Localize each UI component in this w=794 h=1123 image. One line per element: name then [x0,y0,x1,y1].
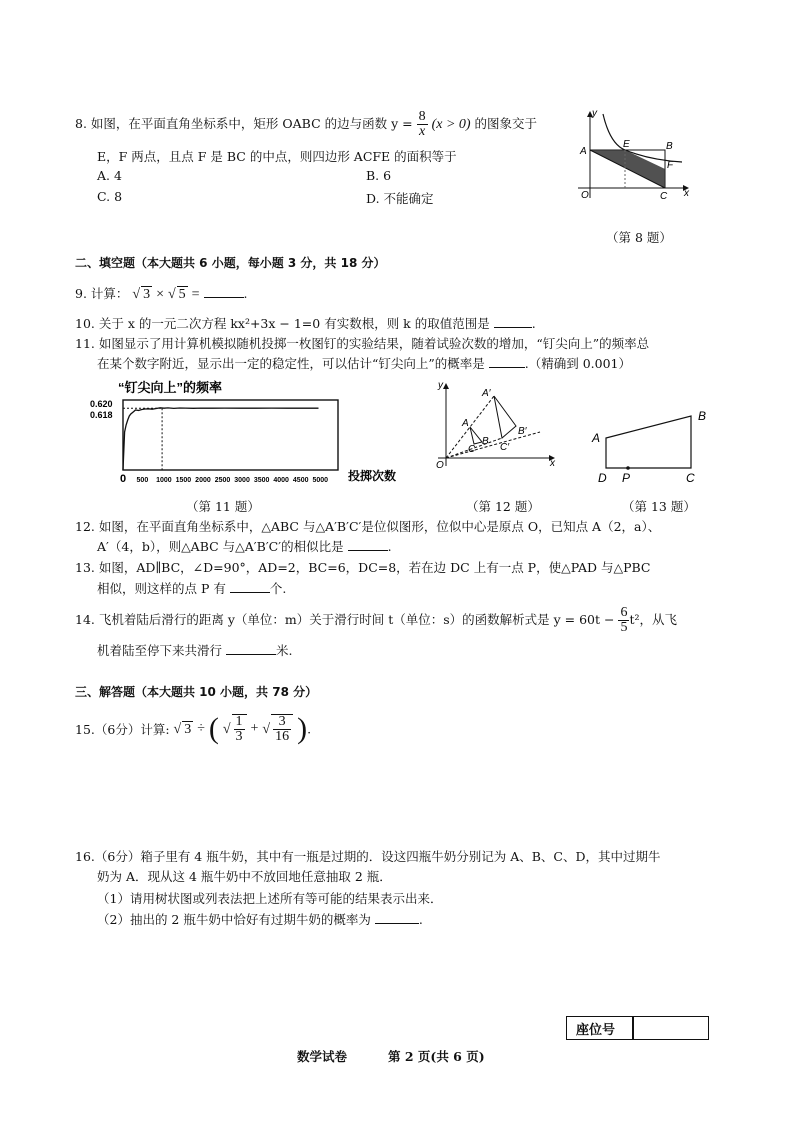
q8-option-a: A. 4 [97,168,122,183]
q10: 10. 关于 x 的一元二次方程 kx²+3x − 1=0 有实数根，则 k 的取值范围是 . [75,316,536,331]
q12-answer-blank[interactable] [348,550,388,551]
q16-sub2: （2）抽出的 2 瓶牛奶中恰好有过期牛奶的概率为 . [97,912,423,927]
q8-label-c: C [660,191,668,202]
q8-label-x: x [684,188,689,199]
q12-label-y: y [438,380,443,391]
footer-page: 第 2 页(共 6 页) [388,1049,485,1064]
q12-line2: A′（4，b），则△ABC 与△A′B′C′的相似比是 . [97,539,392,554]
chart-frame [123,400,338,470]
chart-x-tick-label: 1500 [175,477,192,484]
q11-caption: （第 11 题） [186,499,260,514]
q14-line1: 14. 飞机着陆后滑行的距离 y（单位：m）关于滑行时间 t（单位：s）的函数解析式是 y = 60t − $\frac{6}{5}$ t²，从飞 [75,605,678,635]
q14-answer-blank[interactable] [226,654,276,655]
section3-heading: 三、解答题（本大题共 10 小题，共 78 分） [75,685,318,699]
q14-line2: 机着陆至停下来共滑行 米. [97,643,293,658]
q11-chart [90,378,410,486]
q11-answer-blank[interactable] [489,367,525,368]
chart-y-tick-label: 0.618 [90,410,113,420]
q12-label-o: O [436,460,444,470]
chart-x-tick-label: 4000 [273,477,289,484]
chart-x-tick-label: 4500 [292,477,309,484]
q13-answer-blank[interactable] [230,592,270,593]
q12-figure [432,378,560,470]
q8-label-o: O [581,190,589,201]
q10-answer-blank[interactable] [494,327,532,328]
chart-x-tick-label: 5000 [312,477,329,484]
q8-option-b: B. 6 [366,168,392,183]
q8-label-y: y [592,108,597,119]
q8-label-b: B [666,141,673,152]
q8-option-c: C. 8 [97,189,123,204]
q13-line1: 13. 如图，AD∥BC，∠D=90°，AD=2，BC=6，DC=8，若在边 DC 上有一点 P，使△PAD 与△PBC [75,560,651,575]
q8-option-d: D. 不能确定 [366,191,434,206]
seat-label: 座位号 [576,1023,616,1038]
chart-xlabel: 投掷次数 [348,469,397,483]
q12-label-x: x [550,458,555,469]
q15: 15.（6分）计算: √ 3 ÷ ( √ $\frac{1}{3}$ + √ $\frac{3}{16}$ ). [75,712,312,745]
chart-x-tick-label: 500 [136,477,149,484]
q11-line1: 11. 如图显示了用计算机模拟随机投掷一枚图钉的实验结果，随着试验次数的增加，“钉尖向上”的频率总 [75,336,650,351]
q16-answer-blank[interactable] [375,923,419,924]
q16-line2: 奶为 A．现从这 4 瓶牛奶中不放回地任意抽取 2 瓶． [97,869,392,884]
q16-sub1: （1）请用树状图或列表法把上述所有等可能的结果表示出来． [97,891,443,906]
q12-caption: （第 12 题） [466,499,540,514]
q8-label-f: F [667,160,674,171]
q12-line1: 12. 如图，在平面直角坐标系中，△ABC 与△A′B′C′是位似图形，位似中心是原点 O，已知点 A（2，a）、 [75,519,661,534]
chart-title: “钉尖向上”的频率 [118,380,223,395]
q11-line2: 在某个数字附近，显示出一定的稳定性，可以估计“钉尖向上”的概率是 .（精确到 0.001） [97,356,632,371]
q8-line2: E，F 两点，且点 F 是 BC 的中点，则四边形 ACFE 的面积等于 [97,149,457,164]
q13-label-p: P [622,471,631,485]
q13-label-d: D [598,471,607,485]
q13-line2: 相似，则这样的点 P 有 个. [97,581,287,596]
q13-label-a: A [592,431,601,445]
q12-label-c: C [468,444,476,455]
chart-x-tick-label: 2500 [214,477,231,484]
footer-subject: 数学试卷 [297,1049,348,1064]
chart-series-line-0 [123,408,319,470]
q12-label-b2: B′ [518,426,527,437]
q8-label-a: A [580,146,587,157]
section2-heading: 二、填空题（本大题共 6 小题，每小题 3 分，共 18 分） [75,256,386,270]
q8-figure [570,106,695,206]
q14-fraction: $\frac{6}{5}$ [620,605,628,635]
q12-label-a2: A′ [482,388,491,399]
q13-figure [588,400,712,486]
chart-x-tick-label: 3000 [234,477,250,484]
q8-label-e: E [623,139,630,150]
q13-label-b: B [698,409,707,423]
q12-label-b: B [482,436,489,447]
seat-number-input[interactable] [632,1016,709,1040]
chart-x-tick-label: 3500 [253,477,270,484]
q9: 9. 计算： √ 3 × √ 5 = . [75,286,248,302]
seat-number-box [566,1016,709,1040]
q13-caption: （第 13 题） [622,499,696,514]
q9-answer-blank[interactable] [204,297,244,298]
chart-x-tick-label: 1000 [156,477,172,484]
chart-x-tick-label: 0 [120,473,127,485]
chart-x-tick-label: 2000 [195,477,211,484]
q16-line1: 16.（6分）箱子里有 4 瓶牛奶，其中有一瓶是过期的．设这四瓶牛奶分别记为 A、B、C、D，其中过期牛 [75,849,661,864]
q8-fraction: $\frac{8}{x}$ [418,109,426,139]
q12-label-c2: C′ [500,442,510,453]
q13-label-c: C [686,471,695,485]
q12-label-a: A [462,418,469,429]
q8-line1: 8. 如图，在平面直角坐标系中，矩形 OABC 的边与函数 y = $\frac{8}{x}$ (x > 0) 的图象交于 [75,109,538,139]
q8-caption: （第 8 题） [606,230,672,245]
chart-y-tick-label: 0.620 [90,399,113,409]
